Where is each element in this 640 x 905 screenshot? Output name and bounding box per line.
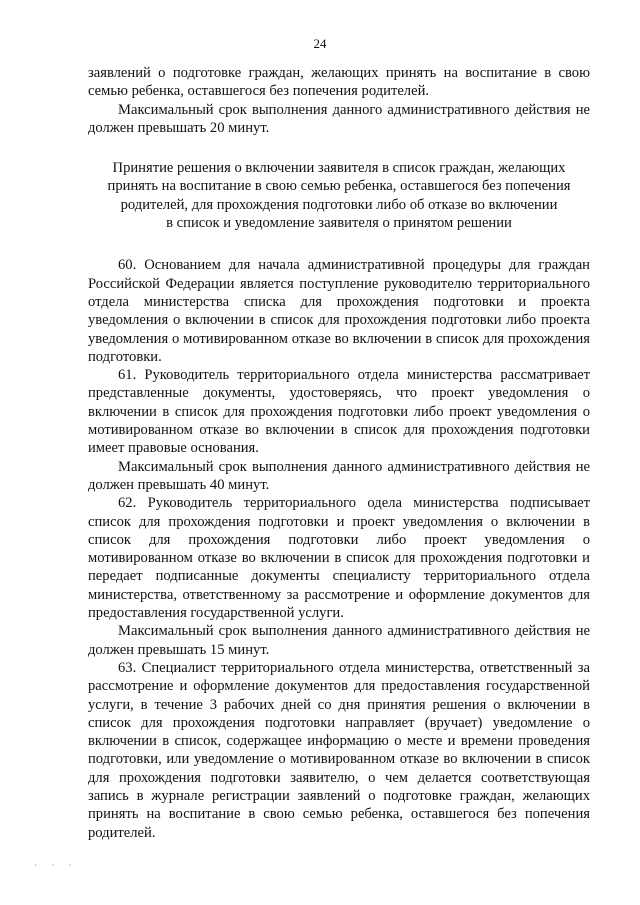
heading-line: Принятие решения о включении заявителя в список граждан, желающих — [112, 160, 566, 177]
paragraph-63: 63. Специалист территориального отдела министерства, ответственный за рассмотрение и оформление документов для предоставления государственной услуги, в течение 3 рабочих дней со дня принятия решения о включении в список для прохождения подготовки направляет (вручает) уведомление о включении в список, содержащее информацию о месте и времени проведения подготовки, или уведомление о мотивированном отказе во включении в список для прохождения подготовки заявителю, о чем делается соответствующая запись в журнале регистрации заявлений о подготовке граждан, желающих принять на воспитание в свою семью ребенка, оставшегося без попечения родителей. — [88, 659, 590, 841]
paragraph-time-limit: Максимальный срок выполнения данного административного действия не должен превышать 15 минут. — [88, 623, 590, 658]
paragraph-62: 62. Руководитель территориального одела министерства подписывает список для прохождения подготовки и проект уведомления о включении в список для прохождения подготовки либо проект уведомления о мотивированном отказе во включении в список для прохождения подготовки и передает подписанные документы специалисту территориального отдела министерства, ответственному за рассмотрение и оформление документов для предоставления государственной услуги. — [88, 495, 590, 622]
paragraph-time-limit: Максимальный срок выполнения данного административного действия не должен превышать 20 минут. — [88, 101, 590, 136]
heading-line: принять на воспитание в свою семью ребенка, оставшегося без попечения — [107, 178, 571, 195]
scan-artifact: · · · — [34, 860, 78, 870]
section-heading — [88, 159, 590, 232]
heading-line: родителей, для прохождения подготовки либо об отказе во включении — [120, 196, 558, 213]
document-body — [88, 64, 590, 842]
page-number: 24 — [313, 36, 327, 51]
heading-line: в список и уведомление заявителя о принятом решении — [166, 215, 512, 232]
paragraph-continuation: заявлений о подготовке граждан, желающих принять на воспитание в свою семью ребенка, оставшегося без попечения родителей. — [88, 65, 590, 100]
paragraph-time-limit: Максимальный срок выполнения данного административного действия не должен превышать 40 минут. — [88, 458, 590, 493]
paragraph-60: 60. Основанием для начала административной процедуры для граждан Российской Федерации является поступление руководителю территориального отдела министерства списка для прохождения подготовки и проекта уведомления о включении в список для прохождения подготовки либо проекта уведомления о мотивированном отказе во включении в список для прохождения подготовки. — [88, 257, 590, 365]
paragraph-61: 61. Руководитель территориального отдела министерства рассматривает представленные документы, удостоверяясь, что проект уведомления о включении в список для прохождения подготовки либо проект уведомления о мотивированном отказе во включении в список для прохождения подготовки имеет правовые основания. — [88, 367, 590, 457]
